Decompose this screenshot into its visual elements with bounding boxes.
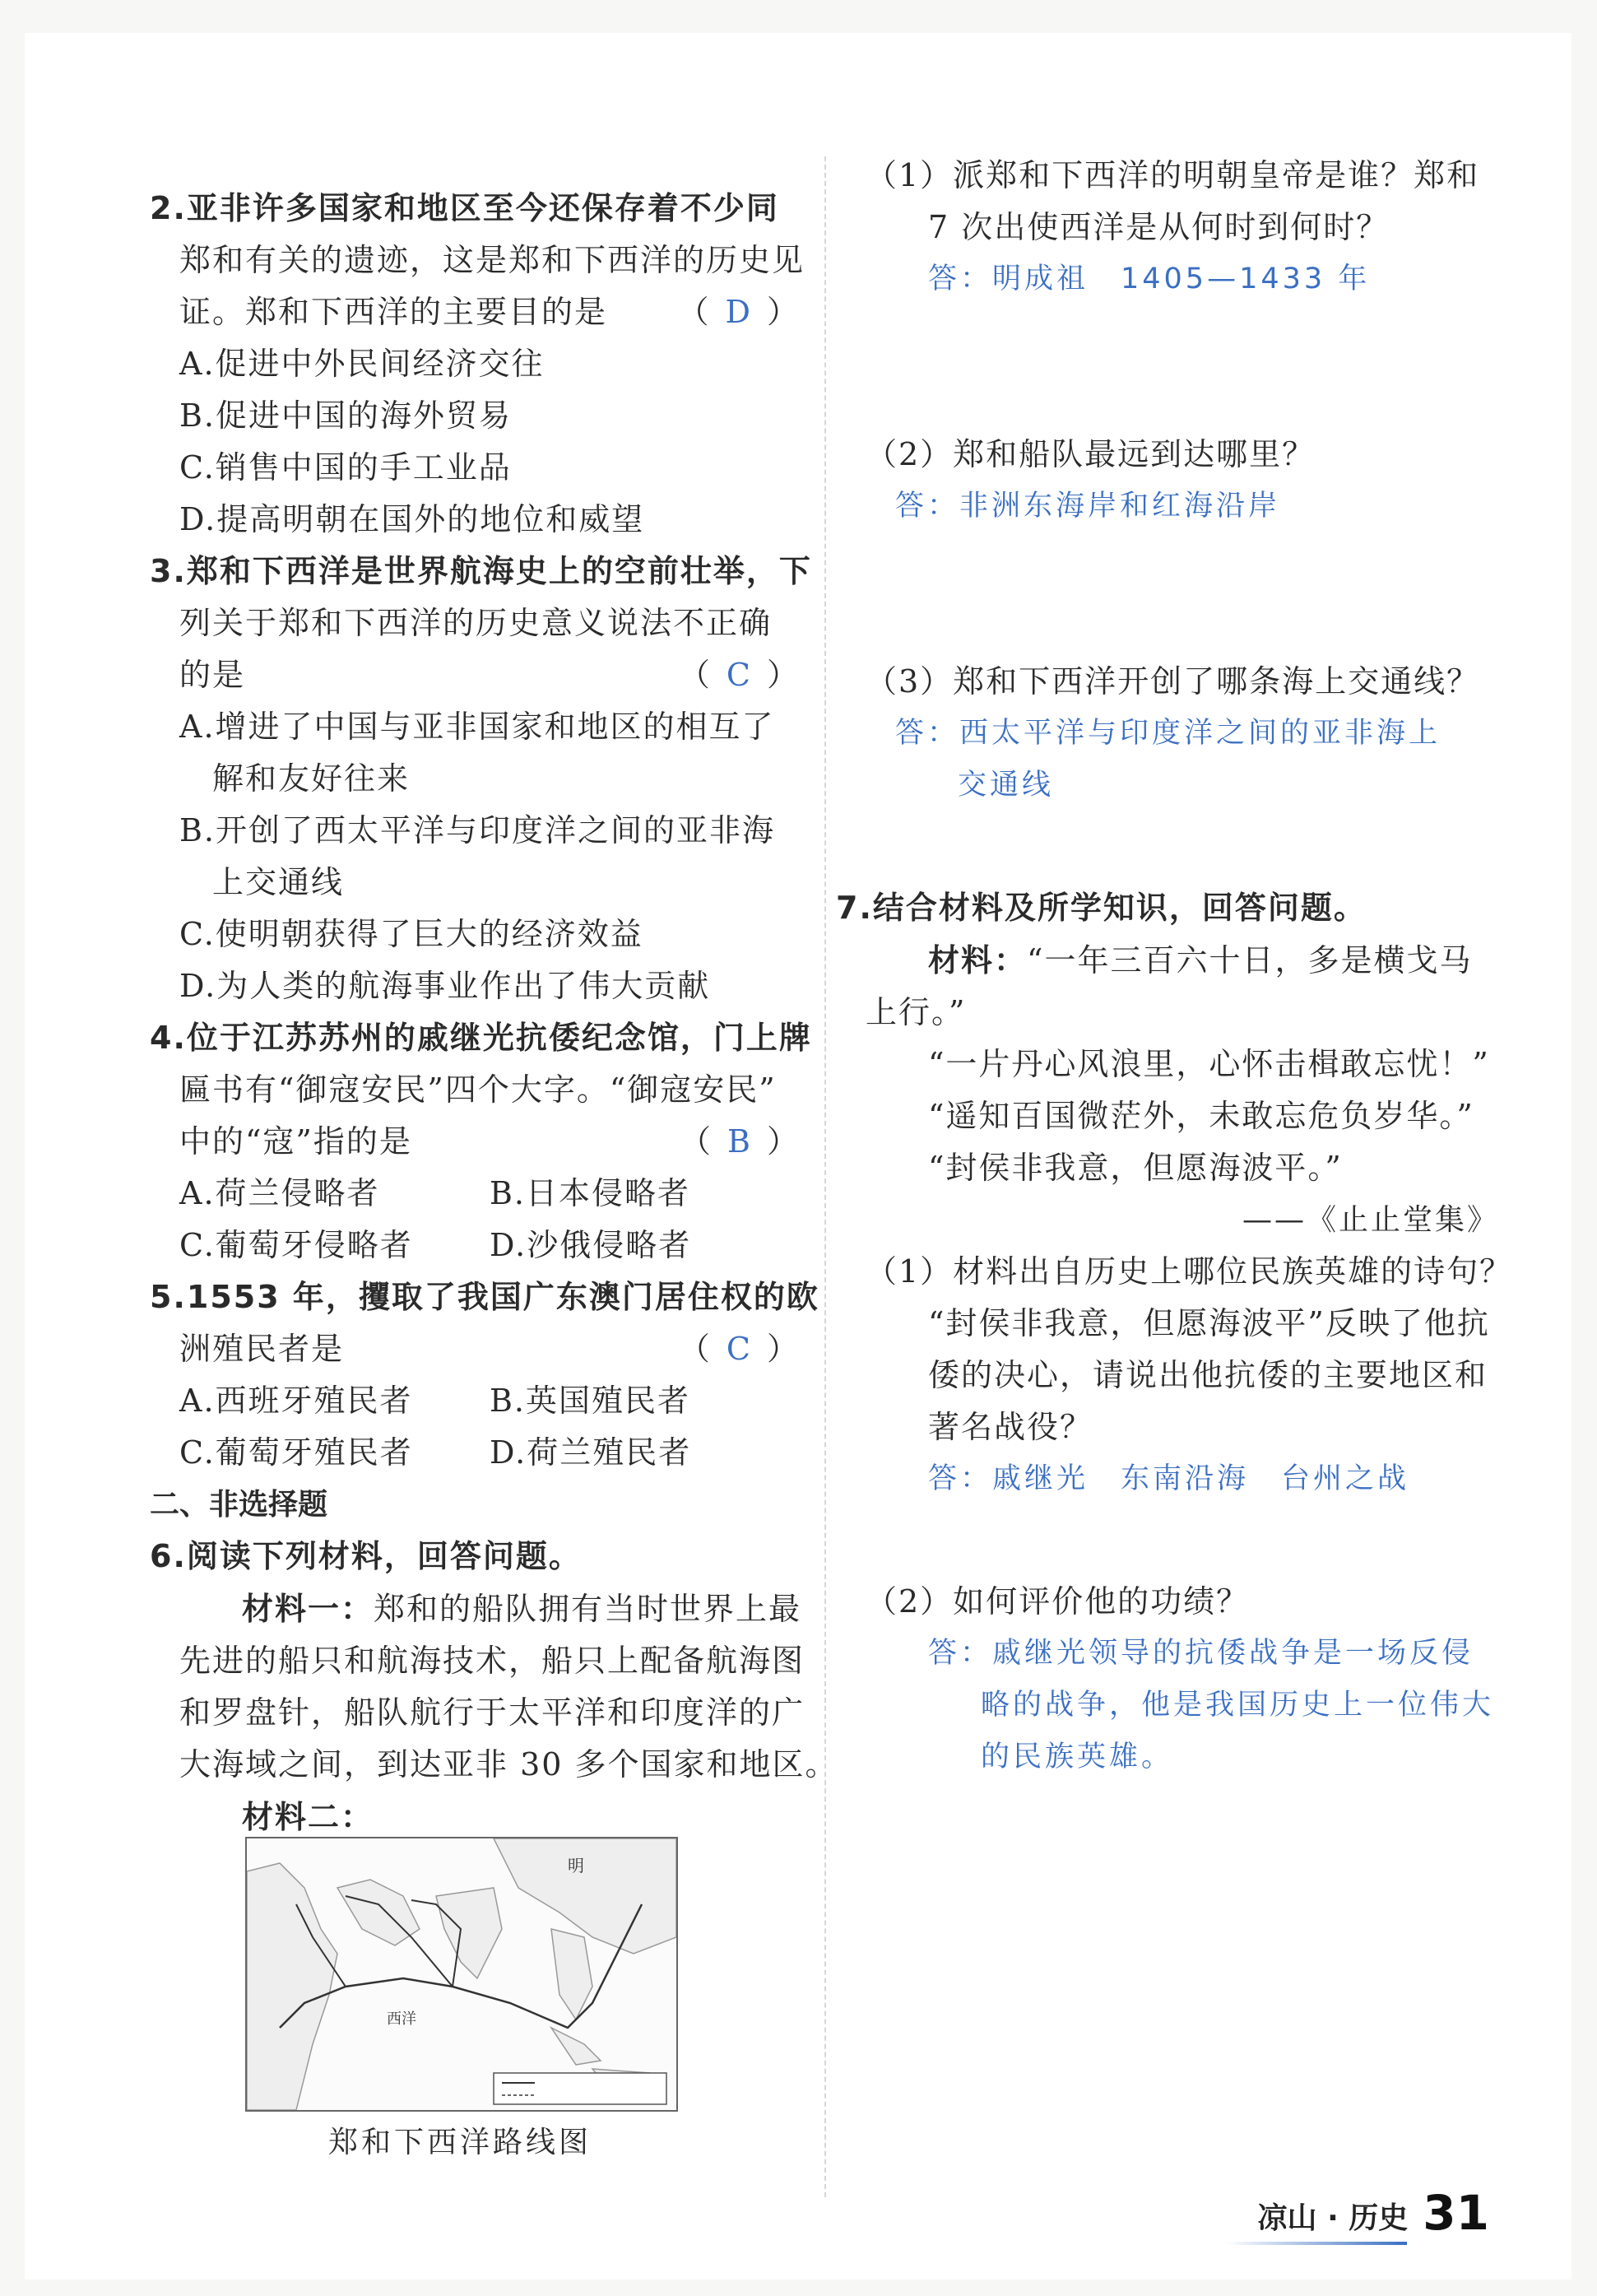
q2-answer-bracket: （ D ） xyxy=(677,294,800,330)
q6-stem: 6.阅读下列材料，回答问题。 xyxy=(150,1538,582,1574)
q7-sub1-line-1: （1）材料出自历史上哪位民族英雄的诗句？ xyxy=(866,1253,1513,1290)
q2-stem-line-1: 2.亚非许多国家和地区至今还保存着不少同 xyxy=(150,190,779,226)
section-title: 二、非选择题 xyxy=(150,1488,328,1522)
q7-poem-3: “封侯非我意，但愿海波平。” xyxy=(928,1150,1343,1186)
arabia-land xyxy=(337,1880,420,1945)
q7-material-label: 材料： xyxy=(928,941,1028,978)
q3-stem-line-3: 的是 （ C ） xyxy=(150,649,800,701)
q5-option-a: A.西班牙殖民者 xyxy=(179,1383,413,1419)
q7-poem-1: “一片丹心风浪里，心怀击楫敢忘忧！” xyxy=(928,1046,1490,1082)
q6-material2-label: 材料二： xyxy=(242,1798,374,1835)
india-land xyxy=(436,1888,502,1978)
q3-option-a-cont: 解和友好往来 xyxy=(212,760,411,797)
q4-option-d: D.沙俄侵略者 xyxy=(490,1227,692,1263)
q2-option-c: C.销售中国的手工业品 xyxy=(179,449,512,486)
q7-sub1-line-4: 著名战役？ xyxy=(928,1409,1093,1445)
column-divider xyxy=(824,156,826,2197)
q6-sub3-line-1: （3）郑和下西洋开创了哪条海上交通线？ xyxy=(866,663,1480,699)
workbook-page xyxy=(25,33,1571,2280)
map-label-ocean: 西洋 xyxy=(387,2010,416,2028)
q5-options-row-1 xyxy=(150,1375,800,1427)
q4-answer-bracket: （ B ） xyxy=(680,1123,800,1160)
right-column xyxy=(836,150,1513,1783)
q3-option-c: C.使明朝获得了巨大的经济效益 xyxy=(179,916,643,952)
q7-sub2-line-1: （2）如何评价他的功绩？ xyxy=(866,1583,1250,1620)
q4-option-a: A.荷兰侵略者 xyxy=(179,1175,380,1211)
q3-stem-line-2: 列关于郑和下西洋的历史意义说法不正确 xyxy=(179,605,773,641)
q5-options-row-2 xyxy=(150,1427,800,1479)
q6-sub1-line-1: （1）派郑和下西洋的明朝皇帝是谁？郑和 xyxy=(866,157,1480,193)
q2-stem-line-3: 证。郑和下西洋的主要目的是 （ D ） xyxy=(150,286,800,338)
q7-sub1-line-3: 倭的决心，请说出他抗倭的主要地区和 xyxy=(928,1357,1488,1393)
q3-option-b-cont: 上交通线 xyxy=(212,864,345,900)
q2-option-b: B.促进中国的海外贸易 xyxy=(179,397,513,434)
q6-sub2-line-1: （2）郑和船队最远到达哪里？ xyxy=(866,436,1316,472)
q4-stem-line-2: 匾书有“御寇安民”四个大字。“御寇安民” xyxy=(179,1071,777,1108)
q4-options-row-1 xyxy=(150,1168,800,1220)
map-label-ming: 明 xyxy=(568,1856,584,1875)
q6-material1-line-3: 和罗盘针，船队航行于太平洋和印度洋的广 xyxy=(179,1694,805,1731)
page-footer xyxy=(1257,2185,1489,2241)
q3-option-a: A.增进了中国与亚非国家和地区的相互了 xyxy=(179,709,775,745)
q6-sub3-answer-line-2: 交通线 xyxy=(958,769,1055,802)
left-column xyxy=(150,183,838,1843)
footer-region: 凉山 · 历史 xyxy=(1257,2201,1409,2235)
q7-material-line-1: 材料：“一年三百六十日，多是横戈马 xyxy=(928,941,1473,978)
q7-sub2-answer-line-2: 略的战争，他是我国历史上一位伟大 xyxy=(981,1689,1495,1722)
africa-land xyxy=(247,1863,337,2110)
q4-option-b: B.日本侵略者 xyxy=(490,1175,691,1211)
q2-option-a: A.促进中外民间经济交往 xyxy=(179,346,545,382)
q6-sub1-answer: 答：明成祖 1405—1433 年 xyxy=(928,263,1371,295)
q2-stem-line-2: 郑和有关的遗迹，这是郑和下西洋的历史见 xyxy=(179,242,805,278)
q6-sub2-answer: 答：非洲东海岸和红海沿岸 xyxy=(895,490,1281,523)
q5-answer: C xyxy=(726,1331,752,1367)
q3-answer: C xyxy=(726,657,752,693)
map-legend xyxy=(494,2073,666,2104)
q6-sub3-answer-line-1: 答：西太平洋与印度洋之间的亚非海上 xyxy=(895,717,1441,750)
page-number: 31 xyxy=(1423,2185,1489,2241)
q3-answer-bracket: （ C ） xyxy=(678,657,800,693)
route-map-svg xyxy=(247,1838,676,2110)
q5-option-d: D.荷兰殖民者 xyxy=(490,1434,692,1471)
q7-sub2-answer-line-1: 答：戚继光领导的抗倭战争是一场反侵 xyxy=(928,1637,1474,1670)
q6-material1-line-2: 先进的船只和航海技术，船只上配备航海图 xyxy=(179,1643,805,1679)
q5-stem-line-1: 5.1553 年，攫取了我国广东澳门居住权的欧 xyxy=(150,1279,819,1315)
q4-options-row-2 xyxy=(150,1220,800,1271)
q4-stem-line-1: 4.位于江苏苏州的戚继光抗倭纪念馆，门上牌 xyxy=(150,1020,812,1056)
voyage-route-map xyxy=(245,1837,678,2112)
q5-option-c: C.葡萄牙殖民者 xyxy=(179,1434,413,1471)
q4-answer: B xyxy=(727,1123,752,1160)
q4-option-c: C.葡萄牙侵略者 xyxy=(179,1227,413,1263)
china-land xyxy=(494,1838,676,1954)
footer-rule xyxy=(1226,2242,1407,2245)
q6-material1-label: 材料一： xyxy=(242,1590,374,1627)
q7-material-line-2: 上行。” xyxy=(866,994,967,1030)
q3-stem-line-1: 3.郑和下西洋是世界航海史上的空前壮举，下 xyxy=(150,553,812,589)
q5-option-b: B.英国殖民者 xyxy=(490,1383,691,1419)
q2-option-d: D.提高明朝在国外的地位和威望 xyxy=(179,501,645,537)
q5-answer-bracket: （ C ） xyxy=(678,1331,800,1367)
indochina-land xyxy=(551,1929,592,2019)
q7-sub1-line-2: “封侯非我意，但愿海波平”反映了他抗 xyxy=(928,1305,1490,1341)
map-caption: 郑和下西洋路线图 xyxy=(327,2126,592,2159)
q7-sub2-answer-line-3: 的民族英雄。 xyxy=(981,1741,1174,1773)
q7-stem: 7.结合材料及所学知识，回答问题。 xyxy=(836,890,1367,926)
q6-material1-line-1: 材料一：郑和的船队拥有当时世界上最 xyxy=(242,1590,802,1627)
q3-option-d: D.为人类的航海事业作出了伟大贡献 xyxy=(179,968,711,1004)
q6-material1-line-4: 大海域之间，到达亚非 30 多个国家和地区。 xyxy=(179,1746,838,1782)
sumatra-land xyxy=(551,2028,601,2065)
q7-sub1-answer: 答：戚继光 东南沿海 台州之战 xyxy=(928,1462,1410,1495)
q7-source: ——《止止堂集》 xyxy=(1242,1203,1499,1237)
q7-poem-2: “遥知百国微茫外，未敢忘危负岁华。” xyxy=(928,1098,1474,1134)
q6-sub1-line-2: 7 次出使西洋是从何时到何时？ xyxy=(928,209,1390,245)
q3-option-b: B.开创了西太平洋与印度洋之间的亚非海 xyxy=(179,812,776,848)
q4-stem-line-3: 中的“寇”指的是 （ B ） xyxy=(150,1116,800,1168)
q2-answer: D xyxy=(725,294,752,330)
q5-stem-line-2: 洲殖民者是 （ C ） xyxy=(150,1323,800,1375)
